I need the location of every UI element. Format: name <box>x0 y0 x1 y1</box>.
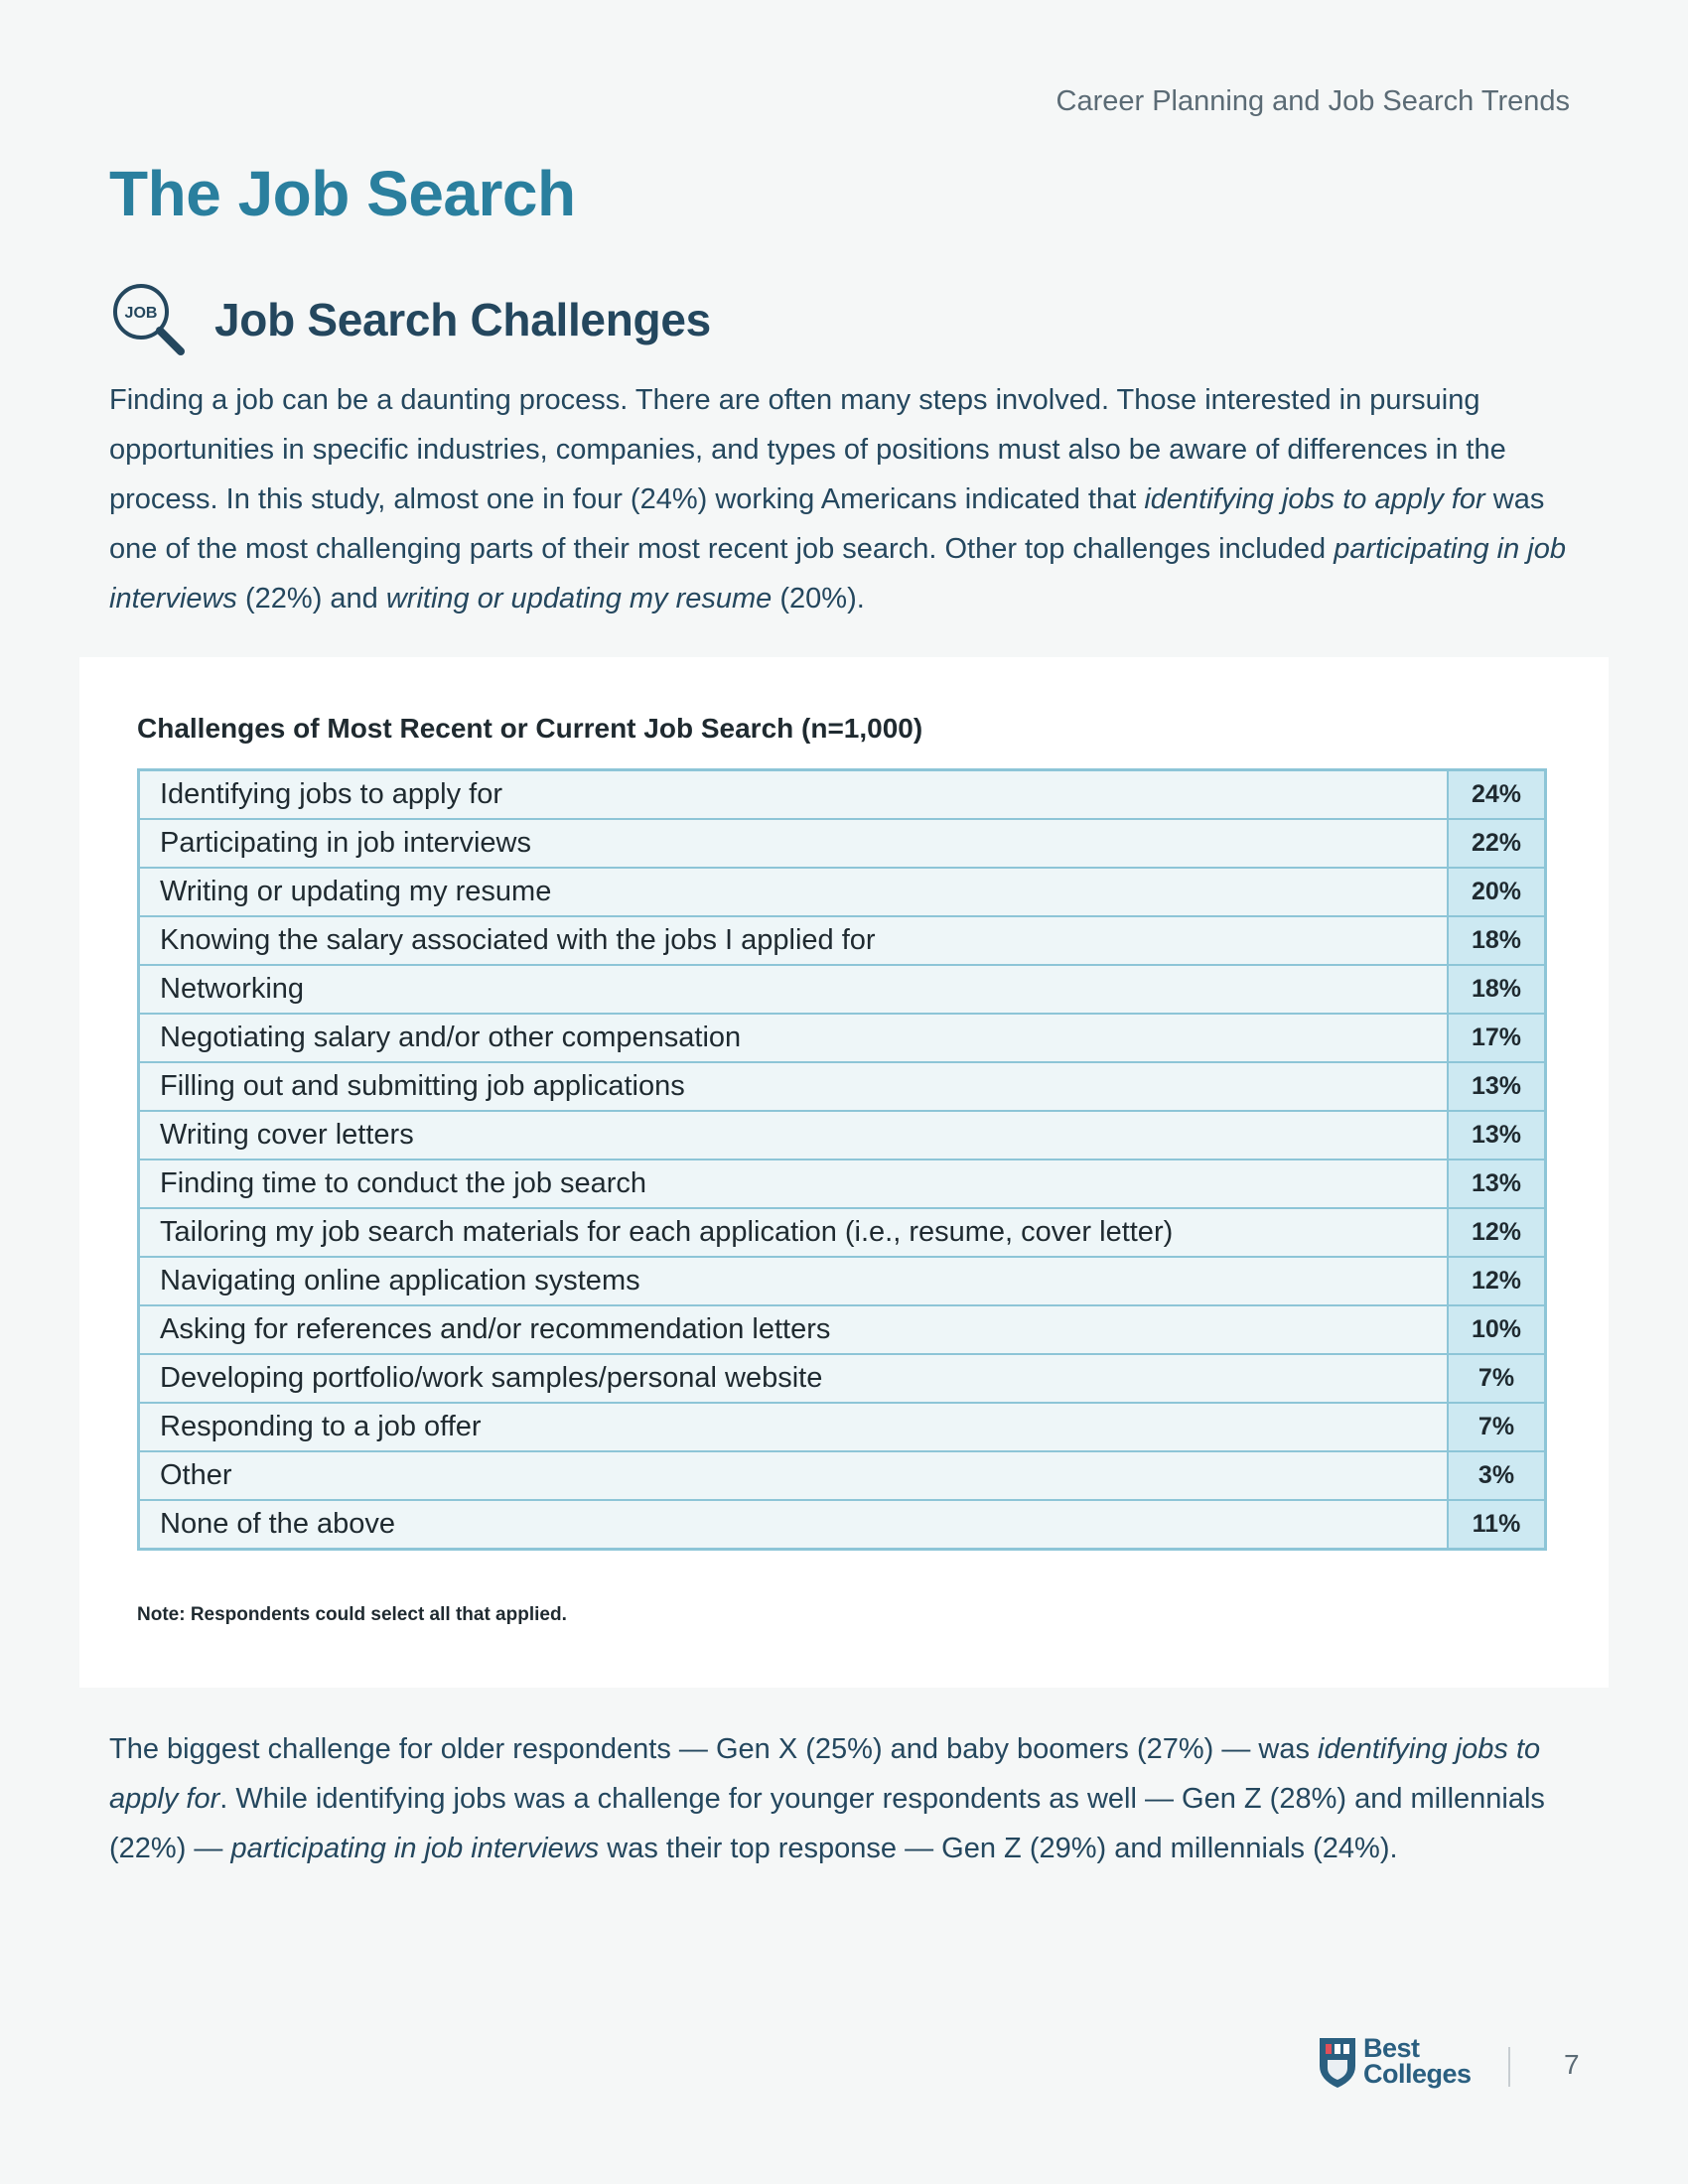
table-row <box>139 1062 1546 1111</box>
challenge-percent: 11% <box>1448 1500 1546 1550</box>
challenge-label: Filling out and submitting job applications <box>139 1062 1449 1111</box>
table-row <box>139 1451 1546 1500</box>
table-title: Challenges of Most Recent or Current Job Search (n=1,000) <box>137 713 923 744</box>
challenge-label: Asking for references and/or recommendation letters <box>139 1305 1449 1354</box>
challenge-percent: 13% <box>1448 1160 1546 1208</box>
challenge-label: Navigating online application systems <box>139 1257 1449 1305</box>
job-search-magnifier-icon <box>109 280 189 359</box>
table-row <box>139 1403 1546 1451</box>
challenge-percent: 18% <box>1448 916 1546 965</box>
page-title: The Job Search <box>109 158 576 229</box>
table-row <box>139 1014 1546 1062</box>
section-heading <box>109 280 711 359</box>
challenge-percent: 18% <box>1448 965 1546 1014</box>
table-row <box>139 965 1546 1014</box>
challenge-label: Writing or updating my resume <box>139 868 1449 916</box>
shield-logo-icon <box>1316 2032 1359 2090</box>
footer-divider <box>1508 2047 1510 2087</box>
challenge-percent: 7% <box>1448 1354 1546 1403</box>
challenge-percent: 10% <box>1448 1305 1546 1354</box>
table-row <box>139 770 1546 820</box>
challenge-percent: 12% <box>1448 1208 1546 1257</box>
challenge-percent: 17% <box>1448 1014 1546 1062</box>
followup-paragraph: The biggest challenge for older respondents — Gen X (25%) and baby boomers (27%) — was identifying jobs to apply for. While identifying jobs was a challenge for younger respondents as well — Gen Z (28%) and millennials (22%) — participating in job interviews was their top response — Gen Z (29%) and millennials (24%). <box>109 1733 1545 1864</box>
challenge-label: Other <box>139 1451 1449 1500</box>
challenge-label: Developing portfolio/work samples/personal website <box>139 1354 1449 1403</box>
table-row <box>139 1208 1546 1257</box>
challenge-percent: 20% <box>1448 868 1546 916</box>
table-note: Note: Respondents could select all that applied. <box>137 1604 567 1625</box>
table-row <box>139 868 1546 916</box>
challenge-percent: 12% <box>1448 1257 1546 1305</box>
challenge-label: Writing cover letters <box>139 1111 1449 1160</box>
table-row <box>139 916 1546 965</box>
intro-paragraph: Finding a job can be a daunting process. There are often many steps involved. Those interested in pursuing opportunities in specific industries, companies, and types of positions must also be aware of differences in the process. In this study, almost one in four (24%) working Americans indicated that identifying jobs to apply for was one of the most challenging parts of their most recent job search. Other top challenges included participating in job interviews (22%) and writing or updating my resume (20%). <box>109 384 1566 614</box>
challenge-label: Responding to a job offer <box>139 1403 1449 1451</box>
challenge-percent: 13% <box>1448 1111 1546 1160</box>
challenge-percent: 3% <box>1448 1451 1546 1500</box>
table-row <box>139 819 1546 868</box>
logo-text-best: Best <box>1363 2033 1420 2063</box>
table-row <box>139 1257 1546 1305</box>
page-number: 7 <box>1564 2049 1580 2080</box>
challenge-label: Identifying jobs to apply for <box>139 770 1449 820</box>
challenge-label: Knowing the salary associated with the jobs I applied for <box>139 916 1449 965</box>
challenge-percent: 24% <box>1448 770 1546 820</box>
job-icon-text: JOB <box>124 305 158 322</box>
challenge-label: Finding time to conduct the job search <box>139 1160 1449 1208</box>
challenge-label: Negotiating salary and/or other compensation <box>139 1014 1449 1062</box>
challenge-percent: 7% <box>1448 1403 1546 1451</box>
challenge-label: Participating in job interviews <box>139 819 1449 868</box>
challenge-label: Tailoring my job search materials for each application (i.e., resume, cover letter) <box>139 1208 1449 1257</box>
table-row <box>139 1354 1546 1403</box>
table-row <box>139 1111 1546 1160</box>
bestcolleges-logo <box>1316 2032 1472 2090</box>
table-row <box>139 1160 1546 1208</box>
running-header: Career Planning and Job Search Trends <box>1055 85 1570 117</box>
section-title: Job Search Challenges <box>214 294 711 345</box>
table-row <box>139 1500 1546 1550</box>
challenges-table-card <box>79 657 1609 1688</box>
challenge-label: None of the above <box>139 1500 1449 1550</box>
table-row <box>139 1305 1546 1354</box>
challenge-percent: 13% <box>1448 1062 1546 1111</box>
challenge-label: Networking <box>139 965 1449 1014</box>
challenges-table <box>137 768 1547 1551</box>
logo-text-colleges: Colleges <box>1363 2059 1472 2089</box>
challenge-percent: 22% <box>1448 819 1546 868</box>
